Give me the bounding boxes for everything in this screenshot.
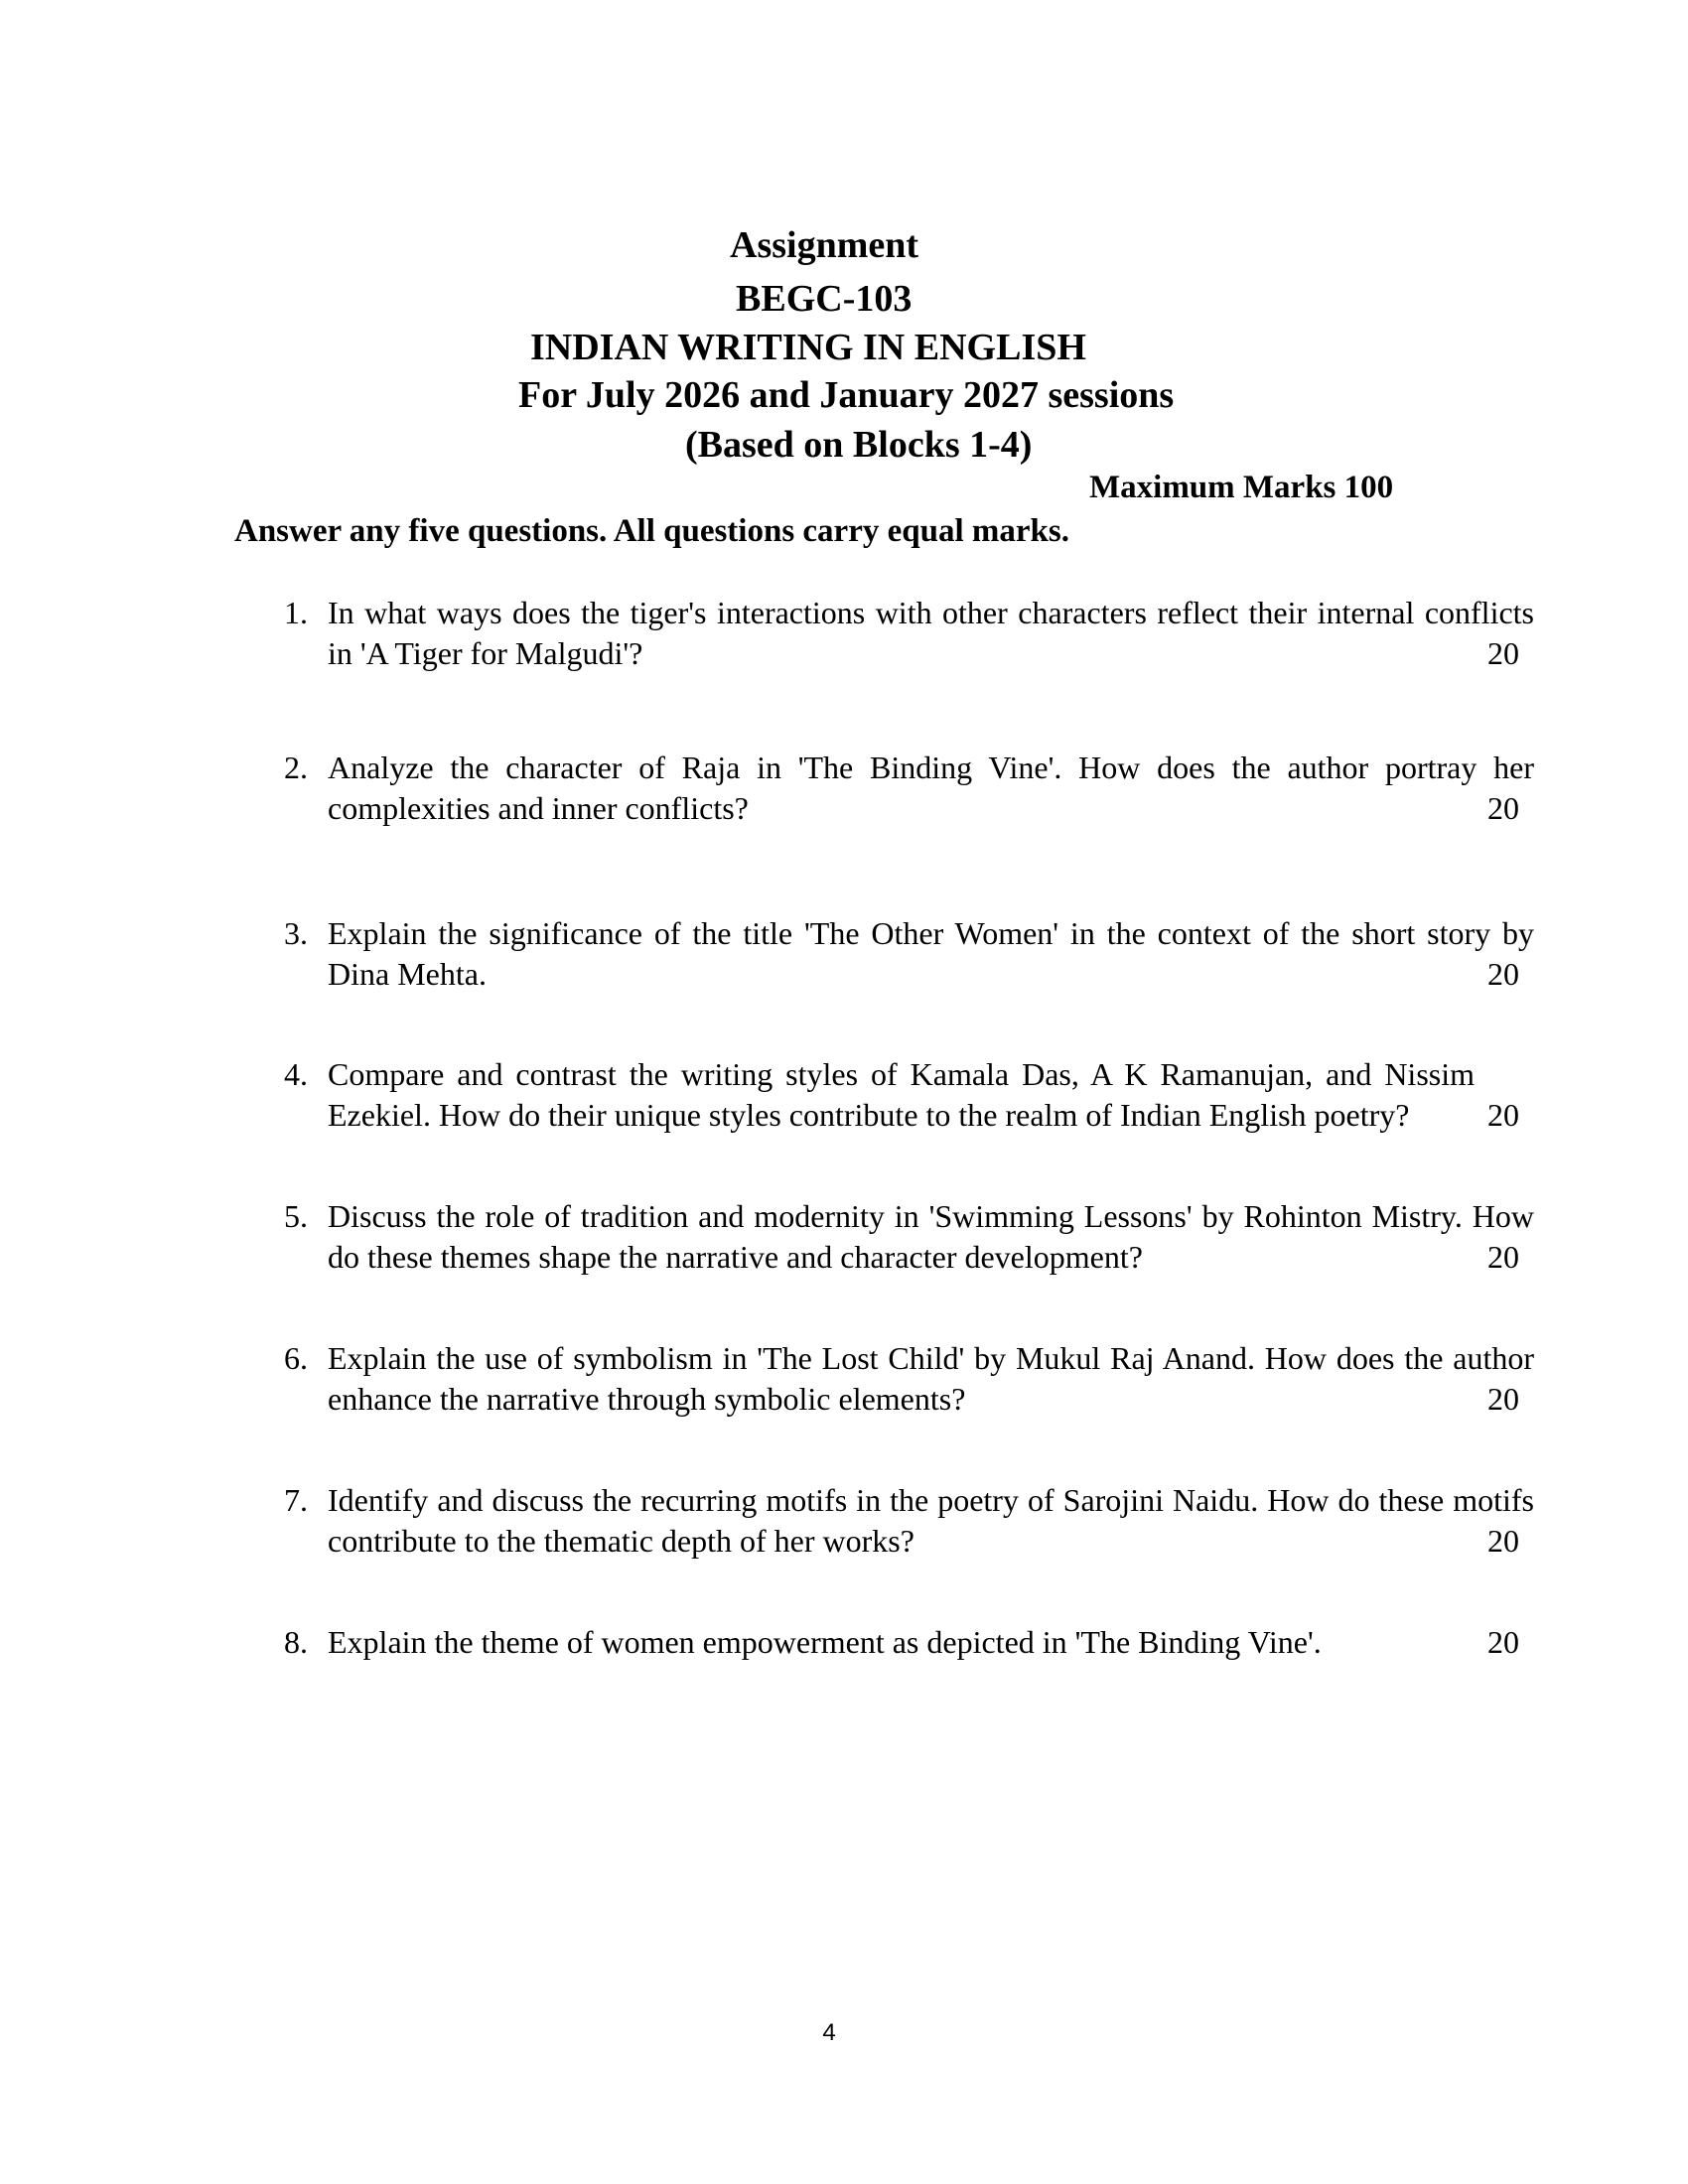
question-item <box>278 1338 1534 1420</box>
question-marks: 20 <box>1487 635 1519 671</box>
question-number: 6. <box>284 1340 308 1376</box>
page-number: 4 <box>822 2019 836 2046</box>
question-item <box>278 1196 1534 1278</box>
course-code: BEGC-103 <box>736 278 913 320</box>
question-number: 8. <box>284 1624 308 1660</box>
question-text: Identify and discuss the recurring motifs in the poetry of Sarojini Naidu. How do these motifs contribute to the thematic depth of her works? <box>328 1482 1534 1559</box>
question-number: 7. <box>284 1482 308 1518</box>
question-item <box>278 593 1534 674</box>
question-marks: 20 <box>1487 1097 1519 1133</box>
maximum-marks: Maximum Marks 100 <box>1089 470 1394 505</box>
question-marks: 20 <box>1487 1381 1519 1417</box>
question-text: Explain the theme of women empowerment as depicted in 'The Binding Vine'. <box>328 1624 1322 1660</box>
question-text: Explain the significance of the title 'The Other Women' in the context of the short story by Dina Mehta. <box>328 915 1534 992</box>
question-text: Discuss the role of tradition and modernity in 'Swimming Lessons' by Rohinton Mistry. How do these themes shape the narrative and character development? <box>328 1198 1534 1275</box>
question-item <box>278 748 1534 829</box>
question-marks: 20 <box>1487 790 1519 826</box>
question-marks: 20 <box>1487 1239 1519 1275</box>
question-number: 5. <box>284 1198 308 1234</box>
question-text: Compare and contrast the writing styles of Kamala Das, A K Ramanujan, and Nissim Ezekiel. How do their unique styles contribute to the realm of Indian English poetry? <box>328 1056 1475 1133</box>
question-item <box>278 913 1534 995</box>
assignment-title: Assignment <box>730 224 919 266</box>
blocks-info: (Based on Blocks 1-4) <box>685 424 1033 466</box>
question-number: 3. <box>284 915 308 951</box>
question-text: In what ways does the tiger's interactions with other characters reflect their internal conflicts in 'A Tiger for Malgudi'? <box>328 595 1534 671</box>
course-name: INDIAN WRITING IN ENGLISH <box>530 327 1086 368</box>
question-item <box>278 1480 1534 1562</box>
instructions: Answer any five questions. All questions carry equal marks. <box>234 513 1069 549</box>
question-item <box>278 1622 1534 1663</box>
question-marks: 20 <box>1487 1523 1519 1559</box>
question-number: 4. <box>284 1056 308 1092</box>
question-marks: 20 <box>1487 1624 1519 1660</box>
question-text: Explain the use of symbolism in 'The Lost Child' by Mukul Raj Anand. How does the author enhance the narrative through symbolic elements? <box>328 1340 1534 1417</box>
session-info: For July 2026 and January 2027 sessions <box>518 374 1175 416</box>
question-marks: 20 <box>1487 956 1519 992</box>
question-item <box>278 1054 1534 1136</box>
question-number: 2. <box>284 750 308 785</box>
question-number: 1. <box>284 595 308 630</box>
question-text: Analyze the character of Raja in 'The Binding Vine'. How does the author portray her complexities and inner conflicts? <box>328 750 1534 826</box>
